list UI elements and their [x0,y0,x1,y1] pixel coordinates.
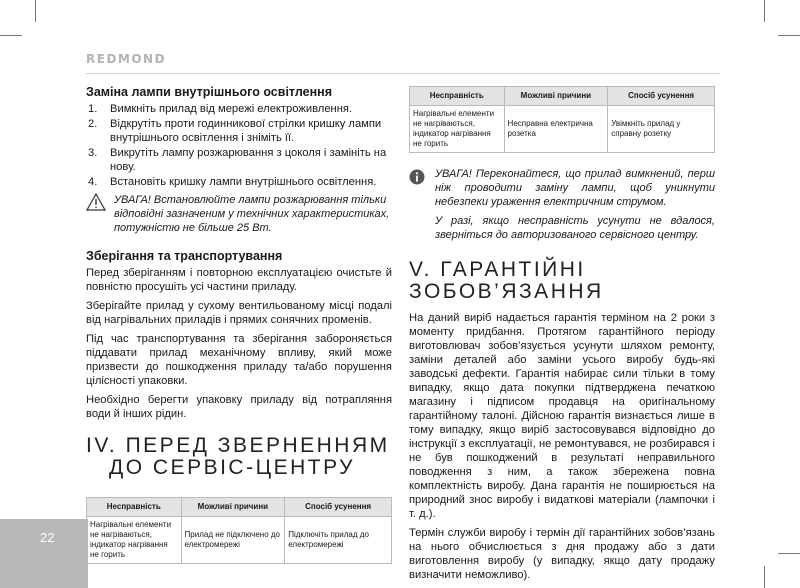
warranty-paragraph: Термін служби виробу і термін дії гарантійних зобов’язань на нього обчислюється з дня продажу або з дати виготовлення виробу (у випадку, якщо дату продажу визначити неможливо). [409,527,715,581]
section4-heading [86,435,392,479]
notice-paragraph: УВАГА! Переконайтеся, що прилад вимкнений, перш ніж проводити заміну лампи, щоб уникнути небезпеки ураження електричним струмом. [435,168,715,208]
storage-title: Зберігання та транспортування [86,249,283,263]
crop-mark [778,553,800,554]
section5-title: V. ГАРАНТІЙНІ ЗОБОВ’ЯЗАННЯ [409,258,604,303]
header-remedy: Спосіб усунення [608,87,715,106]
storage-paragraph: Під час транспортування та зберігання забороняється піддавати прилад механічному впливу, який може призвести до пошкодження приладу та/або порушення цілісності упаковки. [86,333,392,387]
lamp-title: Заміна лампи внутрішнього освітлення [86,85,332,99]
section4-title-line1: IV. ПЕРЕД ЗВЕРНЕННЯМ [86,434,390,457]
right-column [409,86,715,587]
table-row [87,517,392,564]
crop-mark [764,0,765,22]
header-fault: Несправність [87,498,182,517]
brand-logo: REDMOND [86,52,167,66]
notice-text [435,167,715,247]
list-item [86,175,392,189]
warning-icon [86,193,114,235]
left-column [86,85,392,564]
storage-paragraph: Необхідно берегти упаковку приладу від потрапляння води й інших рідин. [86,394,392,420]
list-item [86,146,392,174]
step-text: Встановіть кришку лампи внутрішнього освітлення. [110,176,377,188]
step-text: Вимкніть прилад від мережі електроживлення. [110,103,353,115]
header-remedy: Спосіб усунення [285,498,392,517]
header-divider [86,73,720,74]
troubleshooting-table [86,497,392,564]
page-number: 22 [40,530,55,545]
step-text: Відкрутіть проти годинникової стрілки кришку лампи внутрішнього освітлення і зніміть її. [110,118,382,144]
crop-mark [35,0,36,22]
section4-title-line2: ДО СЕРВІС-ЦЕНТРУ [109,456,355,479]
lamp-warning [86,193,392,235]
warranty-paragraph: На даний виріб надається гарантія терміном на 2 роки з моменту придбання. Протягом гарантійного періоду виготовлювач зобов’язується усунути шляхом ремонту, заміни деталей або заміни усього виробу будь-які заводські дефекти. Гарантія набирає сили тільки в тому випадку, якщо дата покупки підтверджена печаткою магазину і підписом продавця на оригінальному гарантійному талоні. Дійсною гарантія визнається лише в тому випадку, якщо виріб застосовувався відповідно до інструкції з експлуатації, не ремонтувався, не розбирався і не був пошкоджений в результаті неправильного поводження з ним, а також збережена повна комплектність виробу. Дана гарантія не поширюється на природний знос виробу і видаткові матеріали (лампочки і т. д.). [409,312,715,520]
crop-mark [0,35,22,36]
storage-paragraph: Зберігайте прилад у сухому вентильованому місці подалі від нагрівальних приладів і прямих сонячних променів. [86,300,392,326]
cell-cause: Несправна електрична розетка [504,106,608,153]
step-number: 1. [88,103,98,115]
step-number: 2. [88,118,98,130]
table-header-row [87,498,392,517]
header-fault: Несправність [410,87,505,106]
header-causes: Можливі причини [181,498,285,517]
crop-mark [778,35,800,36]
info-icon [409,167,435,247]
cell-remedy: Підключіть прилад до електромережі [285,517,392,564]
table-header-row [410,87,715,106]
step-number: 4. [88,176,98,188]
step-number: 3. [88,147,98,159]
notice-block [409,167,715,247]
cell-fault: Нагрівальні елементи не нагріваються, індикатор нагрівання не горить [410,106,505,153]
cell-remedy: Увімкніть прилад у справну розетку [608,106,715,153]
step-text: Викрутіть лампу розжарювання з цоколя і замініть на нову. [110,147,387,173]
cell-fault: Нагрівальні елементи не нагріваються, індикатор нагрівання не горить [87,517,182,564]
cell-cause: Прилад не підключено до електромережі [181,517,285,564]
lamp-steps [86,102,392,189]
table-row [410,106,715,153]
list-item [86,117,392,145]
notice-paragraph: У разі, якщо несправність усунути не вдалося, зверніться до авторизованого сервісного центру. [435,215,715,241]
storage-paragraph: Перед зберіганням і повторною експлуатацією очистьте й повністю просушіть усі частини приладу. [86,267,392,293]
header-causes: Можливі причини [504,87,608,106]
list-item [86,102,392,116]
warning-text: УВАГА! Встановлюйте лампи розжарювання тільки відповідні зазначеним у технічних характеристиках, потужністю не більше 25 Вт. [114,194,390,234]
troubleshooting-table-continued [409,86,715,153]
crop-mark [764,566,765,588]
